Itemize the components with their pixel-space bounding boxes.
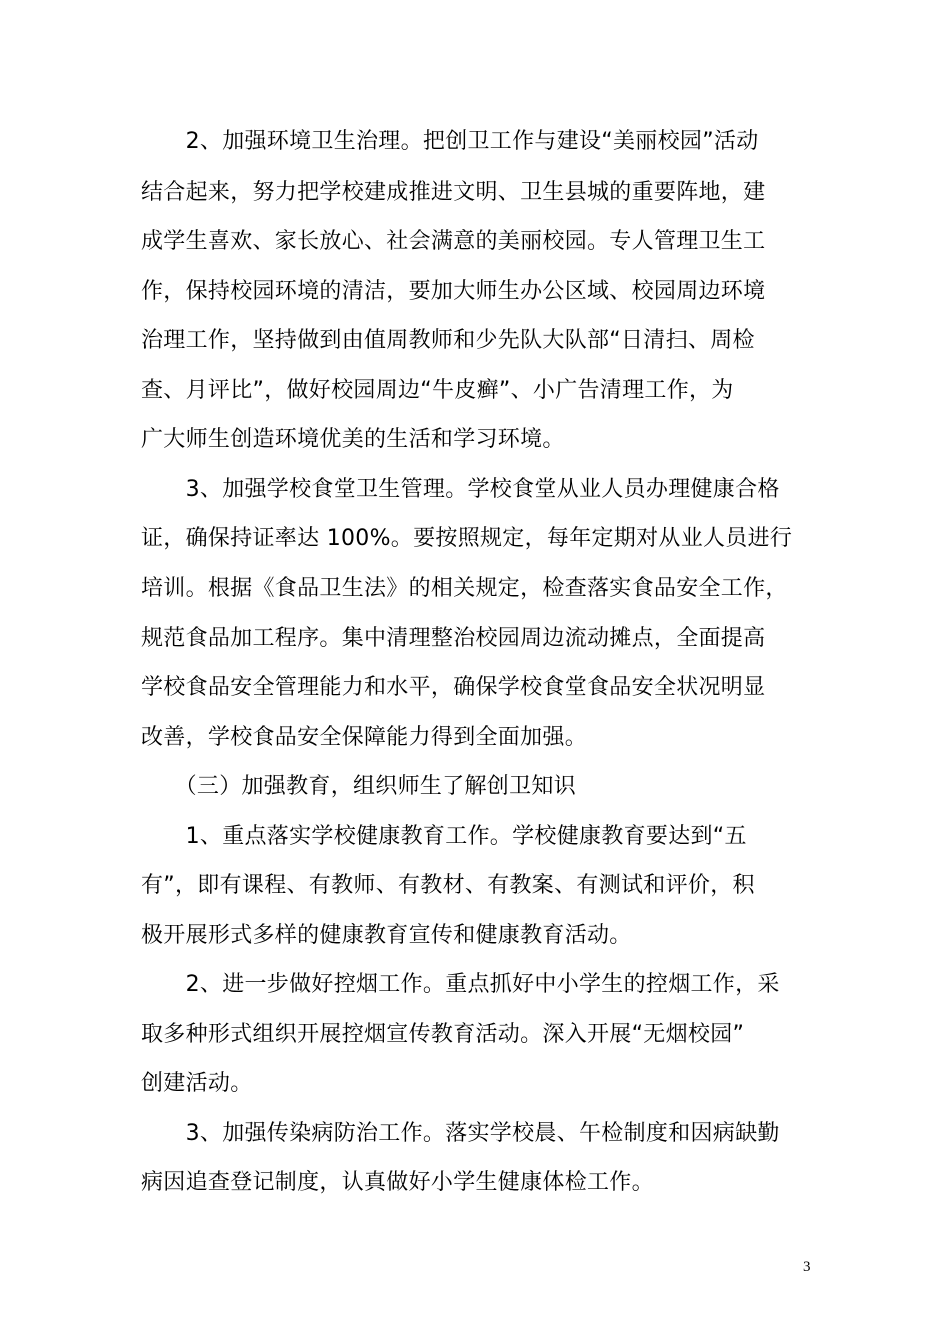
text-line: 1、重点落实学校健康教育工作。学校健康教育要达到“五 bbox=[141, 824, 747, 849]
text-line: 3、加强学校食堂卫生管理。学校食堂从业人员办理健康合格 bbox=[141, 477, 780, 502]
text-line: 治理工作，坚持做到由值周教师和少先队大队部“日清扫、周检 bbox=[141, 328, 755, 353]
section-heading: （三）加强教育，组织师生了解创卫知识 bbox=[141, 774, 577, 799]
text-line: 证，确保持证率达 100%。要按照规定，每年定期对从业人员进行 bbox=[141, 526, 793, 551]
text-line: 成学生喜欢、家长放心、社会满意的美丽校园。专人管理卫生工 bbox=[141, 229, 766, 254]
text-line: 有”，即有课程、有教师、有教材、有教案、有测试和评价，积 bbox=[141, 873, 755, 898]
text-line: 2、进一步做好控烟工作。重点抓好中小学生的控烟工作，采 bbox=[141, 972, 780, 997]
text-line: 创建活动。 bbox=[141, 1071, 253, 1096]
text-line: 改善，学校食品安全保障能力得到全面加强。 bbox=[141, 725, 588, 750]
text-line: 2、加强环境卫生治理。把创卫工作与建设“美丽校园”活动 bbox=[141, 129, 759, 154]
page-number: 3 bbox=[803, 1259, 811, 1275]
text-line: 结合起来，努力把学校建成推进文明、卫生县城的重要阵地，建 bbox=[141, 180, 766, 205]
text-line: 培训。根据《食品卫生法》的相关规定，检查落实食品安全工作， bbox=[141, 576, 788, 601]
text-line: 广大师生创造环境优美的生活和学习环境。 bbox=[141, 427, 565, 452]
text-line: 3、加强传染病防治工作。落实学校晨、午检制度和因病缺勤 bbox=[141, 1121, 780, 1146]
text-line: 病因追查登记制度，认真做好小学生健康体检工作。 bbox=[141, 1170, 654, 1195]
text-line: 极开展形式多样的健康教育宣传和健康教育活动。 bbox=[141, 923, 632, 948]
text-line: 查、月评比”，做好校园周边“牛皮癣”、小广告清理工作，为 bbox=[141, 378, 734, 403]
text-line: 学校食品安全管理能力和水平，确保学校食堂食品安全状况明显 bbox=[141, 675, 766, 700]
text-line: 规范食品加工程序。集中清理整治校园周边流动摊点，全面提高 bbox=[141, 626, 766, 651]
text-line: 取多种形式组织开展控烟宣传教育活动。深入开展“无烟校园” bbox=[141, 1022, 745, 1047]
text-line: 作，保持校园环境的清洁，要加大师生办公区域、校园周边环境 bbox=[141, 279, 766, 304]
